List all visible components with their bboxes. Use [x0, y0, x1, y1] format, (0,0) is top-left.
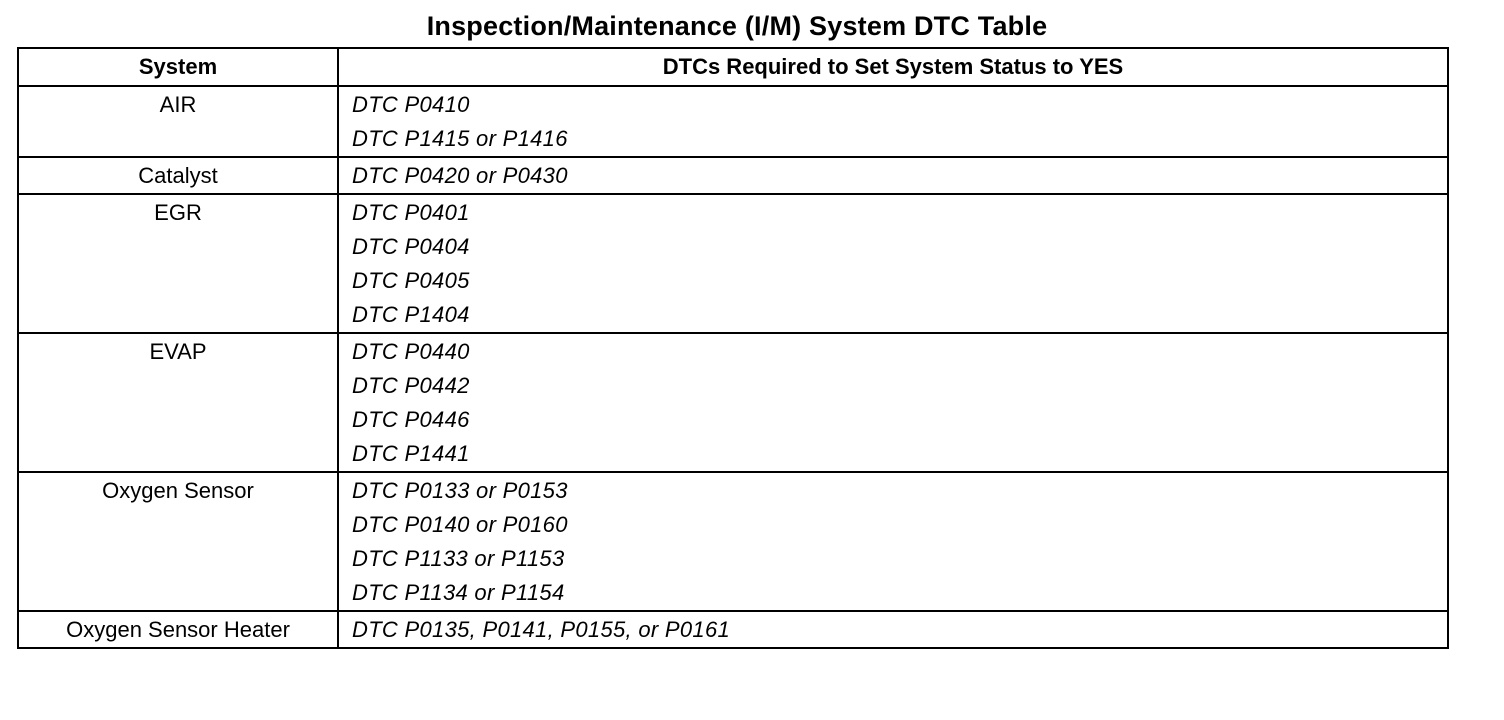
system-cell: EGR	[18, 194, 338, 333]
dtc-code: DTC P0133 or P0153	[352, 478, 568, 503]
dtc-code: DTC P1404	[352, 302, 470, 327]
dtc-code: DTC P1441	[352, 441, 470, 466]
system-cell: Oxygen Sensor Heater	[18, 611, 338, 648]
table-row	[18, 333, 1448, 472]
dtc-code: DTC P0410	[352, 92, 470, 117]
header-dtcs: DTCs Required to Set System Status to YES	[338, 48, 1448, 86]
system-cell: EVAP	[18, 333, 338, 472]
dtc-code: DTC P1133 or P1153	[352, 546, 565, 571]
dtc-code: DTC P0440	[352, 339, 470, 364]
dtc-cell	[338, 157, 1448, 194]
dtc-cell	[338, 472, 1448, 611]
page-title: Inspection/Maintenance (I/M) System DTC Table	[426, 11, 1048, 41]
dtc-table	[17, 47, 1449, 649]
dtc-code: DTC P0140 or P0160	[352, 512, 568, 537]
dtc-code: DTC P0404	[352, 234, 470, 259]
header-system: System	[18, 48, 338, 86]
dtc-code: DTC P0405	[352, 268, 470, 293]
dtc-cell	[338, 86, 1448, 157]
system-cell: Catalyst	[18, 157, 338, 194]
dtc-code: DTC P0442	[352, 373, 470, 398]
dtc-cell	[338, 333, 1448, 472]
dtc-cell	[338, 611, 1448, 648]
table-row	[18, 472, 1448, 611]
dtc-code: DTC P0446	[352, 407, 470, 432]
table-row	[18, 86, 1448, 157]
dtc-code: DTC P0135, P0141, P0155, or P0161	[352, 617, 731, 642]
system-cell: AIR	[18, 86, 338, 157]
table-row	[18, 611, 1448, 648]
dtc-code: DTC P0420 or P0430	[352, 163, 568, 188]
system-cell: Oxygen Sensor	[18, 472, 338, 611]
table-row	[18, 157, 1448, 194]
dtc-code: DTC P1415 or P1416	[352, 126, 568, 151]
dtc-cell	[338, 194, 1448, 333]
dtc-code: DTC P0401	[352, 200, 470, 225]
dtc-code: DTC P1134 or P1154	[352, 580, 565, 605]
table-row	[18, 194, 1448, 333]
table-header-row	[18, 48, 1448, 86]
